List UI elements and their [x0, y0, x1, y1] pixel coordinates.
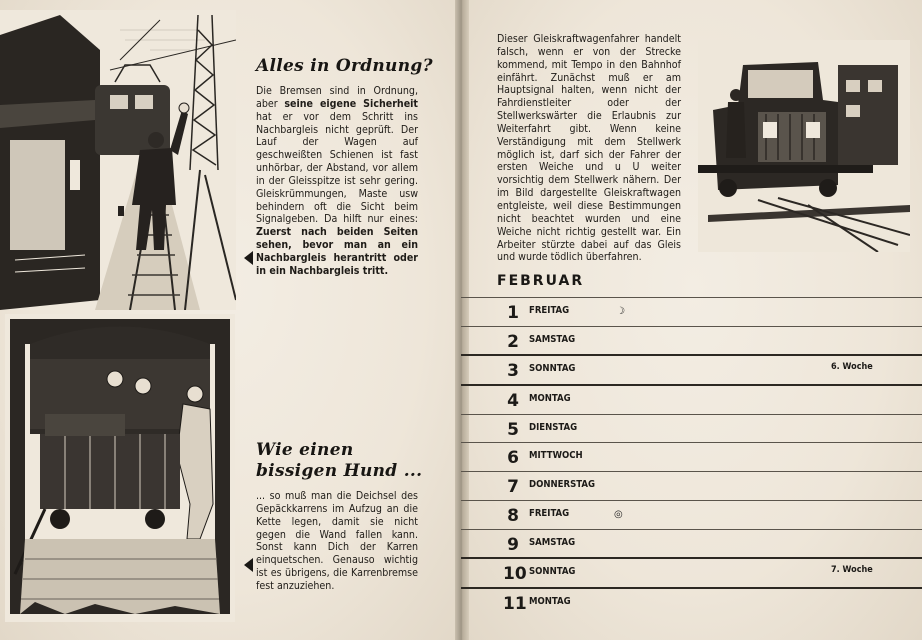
section1-heading: Alles in Ordnung?	[256, 56, 433, 76]
day-number: 4	[507, 391, 519, 412]
section2-body-text	[256, 490, 418, 593]
day-name: DONNERSTAG	[529, 479, 595, 491]
section2-heading	[256, 440, 422, 482]
circle-symbol-icon: ◎	[614, 508, 623, 520]
day-number: 7	[507, 477, 519, 498]
section1-segment: hat er vor dem Schritt ins Nachbargleis nicht geprüft. Der Lauf der Wagen auf geschweißten Schienen ist fast unhörbar, der Abstand, vor allem in der Gleisspitze ist sehr gering. Gleiskrümmungen, Maste usw behindern oft die Sicht beim Signalgeben. Da hilft nur eines:	[256, 110, 418, 226]
day-number: 2	[507, 331, 519, 352]
section2-heading-line1: Wie einen	[256, 440, 354, 460]
week-number-label: 7. Woche	[831, 565, 873, 576]
day-name: MONTAG	[529, 595, 571, 607]
day-number: 10	[503, 564, 527, 585]
calendar-day-row	[461, 442, 922, 471]
day-name: SONNTAG	[529, 363, 576, 375]
day-number: 9	[507, 534, 519, 555]
calendar	[461, 297, 922, 617]
calendar-day-row	[461, 529, 922, 558]
day-name: SAMSTAG	[529, 333, 576, 345]
calendar-day-row	[461, 384, 922, 414]
day-name: FREITAG	[529, 507, 570, 519]
day-number: 3	[507, 361, 519, 382]
moon-phase-icon: ☽	[616, 306, 625, 317]
day-number: 11	[503, 593, 527, 614]
day-number: 6	[507, 448, 519, 469]
day-name: SONNTAG	[529, 566, 576, 578]
section1-segment: seine eigene Sicherheit	[284, 97, 418, 110]
section2-heading-line2: bissigen Hund ...	[256, 461, 423, 481]
day-number: 5	[507, 419, 519, 440]
track-car-illustration	[698, 40, 910, 252]
luggage-cart-elevator-illustration	[5, 314, 235, 622]
day-name: DIENSTAG	[529, 421, 578, 433]
calendar-day-row	[461, 500, 922, 529]
calendar-day-row	[461, 297, 922, 326]
month-title: FEBRUAR	[497, 273, 585, 289]
section2-segment: ... so muß man die Deichsel des Gepäckkarrens im Aufzug an die Kette legen, damit sie nicht gegen die Wand fallen kann. Sonst kann Dich der Karren einquetschen. Genauso wichtig ist es übrigens, die Karrenbremse fest anzuziehen.	[256, 490, 418, 592]
day-number: 1	[507, 303, 519, 323]
calendar-day-row	[461, 471, 922, 500]
calendar-day-row	[461, 587, 922, 617]
arrow-marker-2	[244, 558, 253, 572]
day-name: MONTAG	[529, 393, 571, 405]
section1-segment: Zuerst nach beiden Seiten sehen, bevor man an ein Nachbargleis herantritt oder in ein Nachbargleis tritt.	[256, 226, 418, 277]
section1-body-text	[256, 85, 418, 278]
day-name: SAMSTAG	[529, 536, 576, 548]
intro-text: Dieser Gleiskraftwagenfahrer handelt falsch, wenn er von der Strecke kommend, mit Tempo in den Bahnhof einfährt. Zunächst muß er am Hauptsignal halten, wenn nicht der Fahrdienstleiter oder der Stellwerkswärter die Erlaubnis zur Weiterfahrt gibt. Wenn keine Verständigung mit dem Stellwerk möglich ist, darf sich der Fahrer der ersten Weiche und u U weiter vorsichtig dem Stellwerk nähern. Der im Bild dargestellte Gleiskraftwagen entgleiste, weil diese Bestimmungen nicht beachtet wurden und eine Weiche nicht richtig gestellt war. Ein Arbeiter stürzte dabei auf das Gleis und wurde tödlich überfahren.	[497, 33, 681, 264]
railway-worker-illustration	[0, 10, 236, 310]
day-name: FREITAG	[529, 305, 570, 316]
arrow-marker-1	[244, 251, 253, 265]
calendar-day-row	[461, 414, 922, 443]
week-number-label: 6. Woche	[831, 362, 873, 373]
day-number: 8	[507, 505, 519, 526]
day-name: MITTWOCH	[529, 450, 583, 462]
section1-segment: Die Bremsen sind in Ordnung, aber	[256, 85, 418, 110]
calendar-day-row	[461, 326, 922, 355]
calendar-day-row	[461, 557, 922, 587]
calendar-day-row	[461, 354, 922, 384]
